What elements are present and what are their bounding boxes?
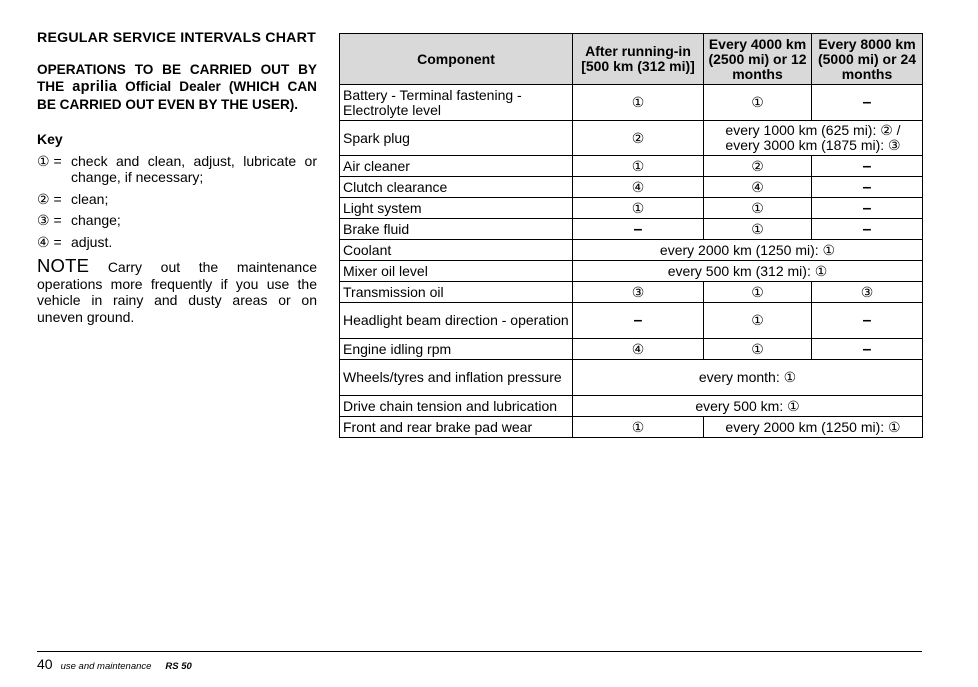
interval-cell: –: [573, 219, 704, 240]
interval-cell: –: [812, 339, 923, 360]
component-cell: Wheels/tyres and inflation pressure: [340, 360, 573, 396]
footer-model: RS 50: [165, 661, 192, 672]
key-symbol: ① =: [37, 152, 62, 169]
interval-cell: –: [812, 85, 923, 121]
table-row: [340, 417, 923, 438]
key-item: [37, 153, 317, 186]
table-row: [340, 360, 923, 396]
table-header-row: [340, 34, 923, 85]
component-cell: Battery - Terminal fastening - Electrolyte level: [340, 85, 573, 121]
interval-cell: ③: [573, 282, 704, 303]
page-number: 40: [37, 656, 53, 672]
table-row: [340, 240, 923, 261]
interval-cell: ①: [573, 156, 704, 177]
interval-cell: every 1000 km (625 mi): ② / every 3000 km (1875 mi): ③: [704, 121, 923, 156]
interval-cell: ①: [704, 198, 812, 219]
component-cell: Light system: [340, 198, 573, 219]
table-row: [340, 303, 923, 339]
header-component: Component: [340, 34, 573, 85]
interval-cell: ①: [704, 219, 812, 240]
table-row: [340, 261, 923, 282]
component-cell: Brake fluid: [340, 219, 573, 240]
left-column: [37, 30, 317, 325]
component-cell: Headlight beam direction - operation: [340, 303, 573, 339]
key-description: adjust.: [71, 233, 113, 250]
key-symbol: ② =: [37, 190, 62, 207]
interval-cell: –: [812, 303, 923, 339]
operations-subheading: [37, 61, 317, 113]
section-title: REGULAR SERVICE INTERVALS CHART: [37, 30, 316, 46]
interval-cell: ④: [704, 177, 812, 198]
header-every-4000km: Every 4000 km (2500 mi) or 12 months: [704, 34, 812, 85]
component-cell: Coolant: [340, 240, 573, 261]
table-row: [340, 282, 923, 303]
table-row: [340, 85, 923, 121]
interval-cell: every 2000 km (1250 mi): ①: [573, 240, 923, 261]
interval-cell: –: [812, 219, 923, 240]
table-row: [340, 219, 923, 240]
component-cell: Clutch clearance: [340, 177, 573, 198]
note-paragraph: [37, 255, 317, 325]
table-row: [340, 177, 923, 198]
interval-cell: ③: [812, 282, 923, 303]
table-row: [340, 396, 923, 417]
note-text: Carry out the maintenance operations more frequently if you use the vehicle in rainy and dusty areas or on uneven ground.: [37, 259, 317, 325]
interval-cell: ①: [704, 339, 812, 360]
table-row: [340, 339, 923, 360]
note-label: NOTE: [37, 255, 90, 276]
key-item: [37, 212, 317, 229]
interval-cell: every 500 km: ①: [573, 396, 923, 417]
header-every-8000km: Every 8000 km (5000 mi) or 24 months: [812, 34, 923, 85]
interval-cell: every 500 km (312 mi): ①: [573, 261, 923, 282]
interval-cell: ②: [704, 156, 812, 177]
interval-cell: –: [812, 156, 923, 177]
table-body: [340, 85, 923, 438]
interval-cell: ①: [573, 198, 704, 219]
interval-cell: ①: [573, 85, 704, 121]
component-cell: Air cleaner: [340, 156, 573, 177]
table-row: [340, 198, 923, 219]
interval-cell: –: [812, 177, 923, 198]
interval-cell: every 2000 km (1250 mi): ①: [704, 417, 923, 438]
subheading-part-1: OPERATIONS TO BE CARRIED OUT BY THE: [37, 61, 317, 94]
component-cell: Mixer oil level: [340, 261, 573, 282]
component-cell: Spark plug: [340, 121, 573, 156]
table-row: [340, 156, 923, 177]
key-description: clean;: [71, 190, 109, 207]
page-footer: [37, 656, 192, 672]
interval-cell: –: [812, 198, 923, 219]
service-intervals-table: [339, 33, 923, 438]
interval-cell: ④: [573, 339, 704, 360]
component-cell: Front and rear brake pad wear: [340, 417, 573, 438]
interval-cell: every month: ①: [573, 360, 923, 396]
header-after-running-in: After running-in [500 km (312 mi)]: [573, 34, 704, 85]
interval-cell: ①: [704, 282, 812, 303]
key-item: [37, 234, 317, 251]
footer-divider: [37, 651, 922, 652]
interval-cell: ①: [573, 417, 704, 438]
key-symbol: ③ =: [37, 212, 62, 228]
interval-cell: –: [573, 303, 704, 339]
interval-cell: ②: [573, 121, 704, 156]
component-cell: Transmission oil: [340, 282, 573, 303]
key-list: [37, 153, 317, 251]
component-cell: Engine idling rpm: [340, 339, 573, 360]
table-row: [340, 121, 923, 156]
key-description: change;: [71, 212, 121, 228]
brand-name: aprilia: [72, 78, 118, 95]
interval-cell: ①: [704, 303, 812, 339]
interval-cell: ④: [573, 177, 704, 198]
interval-cell: ①: [704, 85, 812, 121]
key-title: Key: [37, 130, 63, 147]
footer-text: use and maintenance: [60, 661, 152, 672]
key-symbol: ④ =: [37, 233, 62, 250]
key-item: [37, 191, 317, 208]
key-description: check and clean, adjust, lubricate or change, if necessary;: [71, 152, 317, 185]
component-cell: Drive chain tension and lubrication: [340, 396, 573, 417]
subheading-part-2: Official Dealer (WHICH CAN BE CARRIED OUT EVEN BY THE USER).: [37, 78, 317, 112]
